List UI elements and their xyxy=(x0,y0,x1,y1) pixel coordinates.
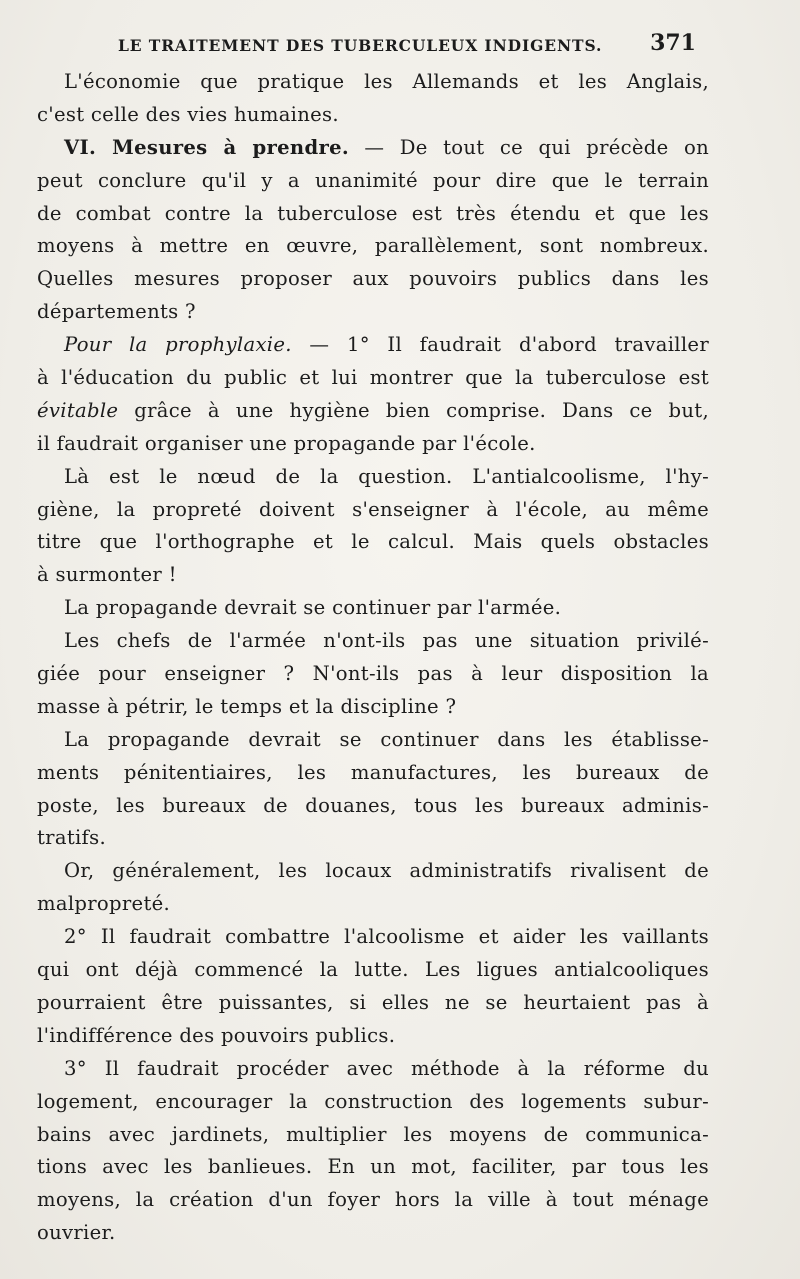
paragraph-alcoolisme xyxy=(37,921,709,1053)
text-line: logement, encourager la construction des logements subur- xyxy=(37,1089,709,1113)
text-line: départements ? xyxy=(37,300,196,324)
text-run: grâce à une hygiène bien comprise. Dans ce but, xyxy=(118,398,709,422)
text-line: giène, la propreté doivent s'enseigner à l'école, au même xyxy=(37,497,709,521)
text-line: La propagande devrait se continuer par l'armée. xyxy=(64,596,562,620)
text-line: 2° Il faudrait combattre l'alcoolisme et aider les vaillants xyxy=(64,925,709,949)
text-run: — 1° Il faudrait d'abord travailler xyxy=(291,333,709,357)
text-line: masse à pétrir, le temps et la discipline ? xyxy=(37,694,457,718)
paragraph-mesures xyxy=(37,132,709,329)
text-line: moyens à mettre en œuvre, parallèlement, sont nombreux. xyxy=(37,234,709,258)
text-line: La propagande devrait se continuer dans les établisse- xyxy=(64,727,709,751)
text-line: à l'éducation du public et lui montrer que la tuberculose est xyxy=(37,366,709,390)
paragraph-armee xyxy=(37,592,709,625)
text-line: tratifs. xyxy=(37,826,106,850)
text-line xyxy=(37,329,709,362)
text-line: il faudrait organiser une propagande par l'école. xyxy=(37,431,536,455)
text-line: giée pour enseigner ? N'ont-ils pas à leur disposition la xyxy=(37,662,709,686)
text-line: c'est celle des vies humaines. xyxy=(37,102,339,126)
text-line: L'économie que pratique les Allemands et les Anglais, xyxy=(64,70,709,93)
paragraph-prophylaxie xyxy=(37,329,709,461)
text-line: à surmonter ! xyxy=(37,563,177,587)
italic-heading: Pour la prophylaxie. xyxy=(64,333,292,357)
text-line: titre que l'orthographe et le calcul. Mais quels obstacles xyxy=(37,530,709,554)
text-line: de combat contre la tuberculose est très étendu et que les xyxy=(37,201,709,225)
text-line: tions avec les banlieues. En un mot, faciliter, par tous les xyxy=(37,1155,709,1179)
paragraph-locaux xyxy=(37,855,709,921)
paragraph-economie xyxy=(37,66,709,132)
text-line: l'indifférence des pouvoirs publics. xyxy=(37,1023,396,1047)
paragraph-logement xyxy=(37,1053,709,1250)
text-line xyxy=(37,132,709,165)
text-line: Les chefs de l'armée n'ont-ils pas une situation privilé- xyxy=(64,629,709,653)
paragraph-etablissements xyxy=(37,724,709,856)
text-line: peut conclure qu'il y a unanimité pour dire que le terrain xyxy=(37,168,709,192)
text-line: 3° Il faudrait procéder avec méthode à la réforme du xyxy=(64,1056,709,1080)
running-title: LE TRAITEMENT DES TUBERCULEUX INDIGENTS. xyxy=(118,36,603,55)
text-line: poste, les bureaux de douanes, tous les bureaux adminis- xyxy=(37,793,709,817)
italic-word: évitable xyxy=(37,398,119,422)
text-run: — De tout ce qui précède on xyxy=(348,135,709,159)
paragraph-chefs xyxy=(37,625,709,724)
section-heading: VI. Mesures à prendre. xyxy=(64,135,349,159)
text-line: malpropreté. xyxy=(37,892,171,916)
text-line: Quelles mesures proposer aux pouvoirs publics dans les xyxy=(37,267,709,291)
running-header xyxy=(0,28,800,60)
text-line xyxy=(37,395,709,428)
text-line: moyens, la création d'un foyer hors la ville à tout ménage xyxy=(37,1188,709,1212)
page-number: 371 xyxy=(650,30,696,56)
body-text xyxy=(37,66,709,1250)
text-line: ouvrier. xyxy=(37,1221,116,1245)
text-line: ments pénitentiaires, les manufactures, les bureaux de xyxy=(37,760,709,784)
text-line: bains avec jardinets, multiplier les moyens de communica- xyxy=(37,1122,709,1146)
text-line: Or, généralement, les locaux administratifs rivalisent de xyxy=(64,859,709,883)
text-line: pourraient être puissantes, si elles ne se heurtaient pas à xyxy=(37,990,709,1014)
text-line: qui ont déjà commencé la lutte. Les ligues antialcooliques xyxy=(37,958,709,982)
text-line: Là est le nœud de la question. L'antialcoolisme, l'hy- xyxy=(64,464,709,488)
paragraph-noeud xyxy=(37,461,709,593)
